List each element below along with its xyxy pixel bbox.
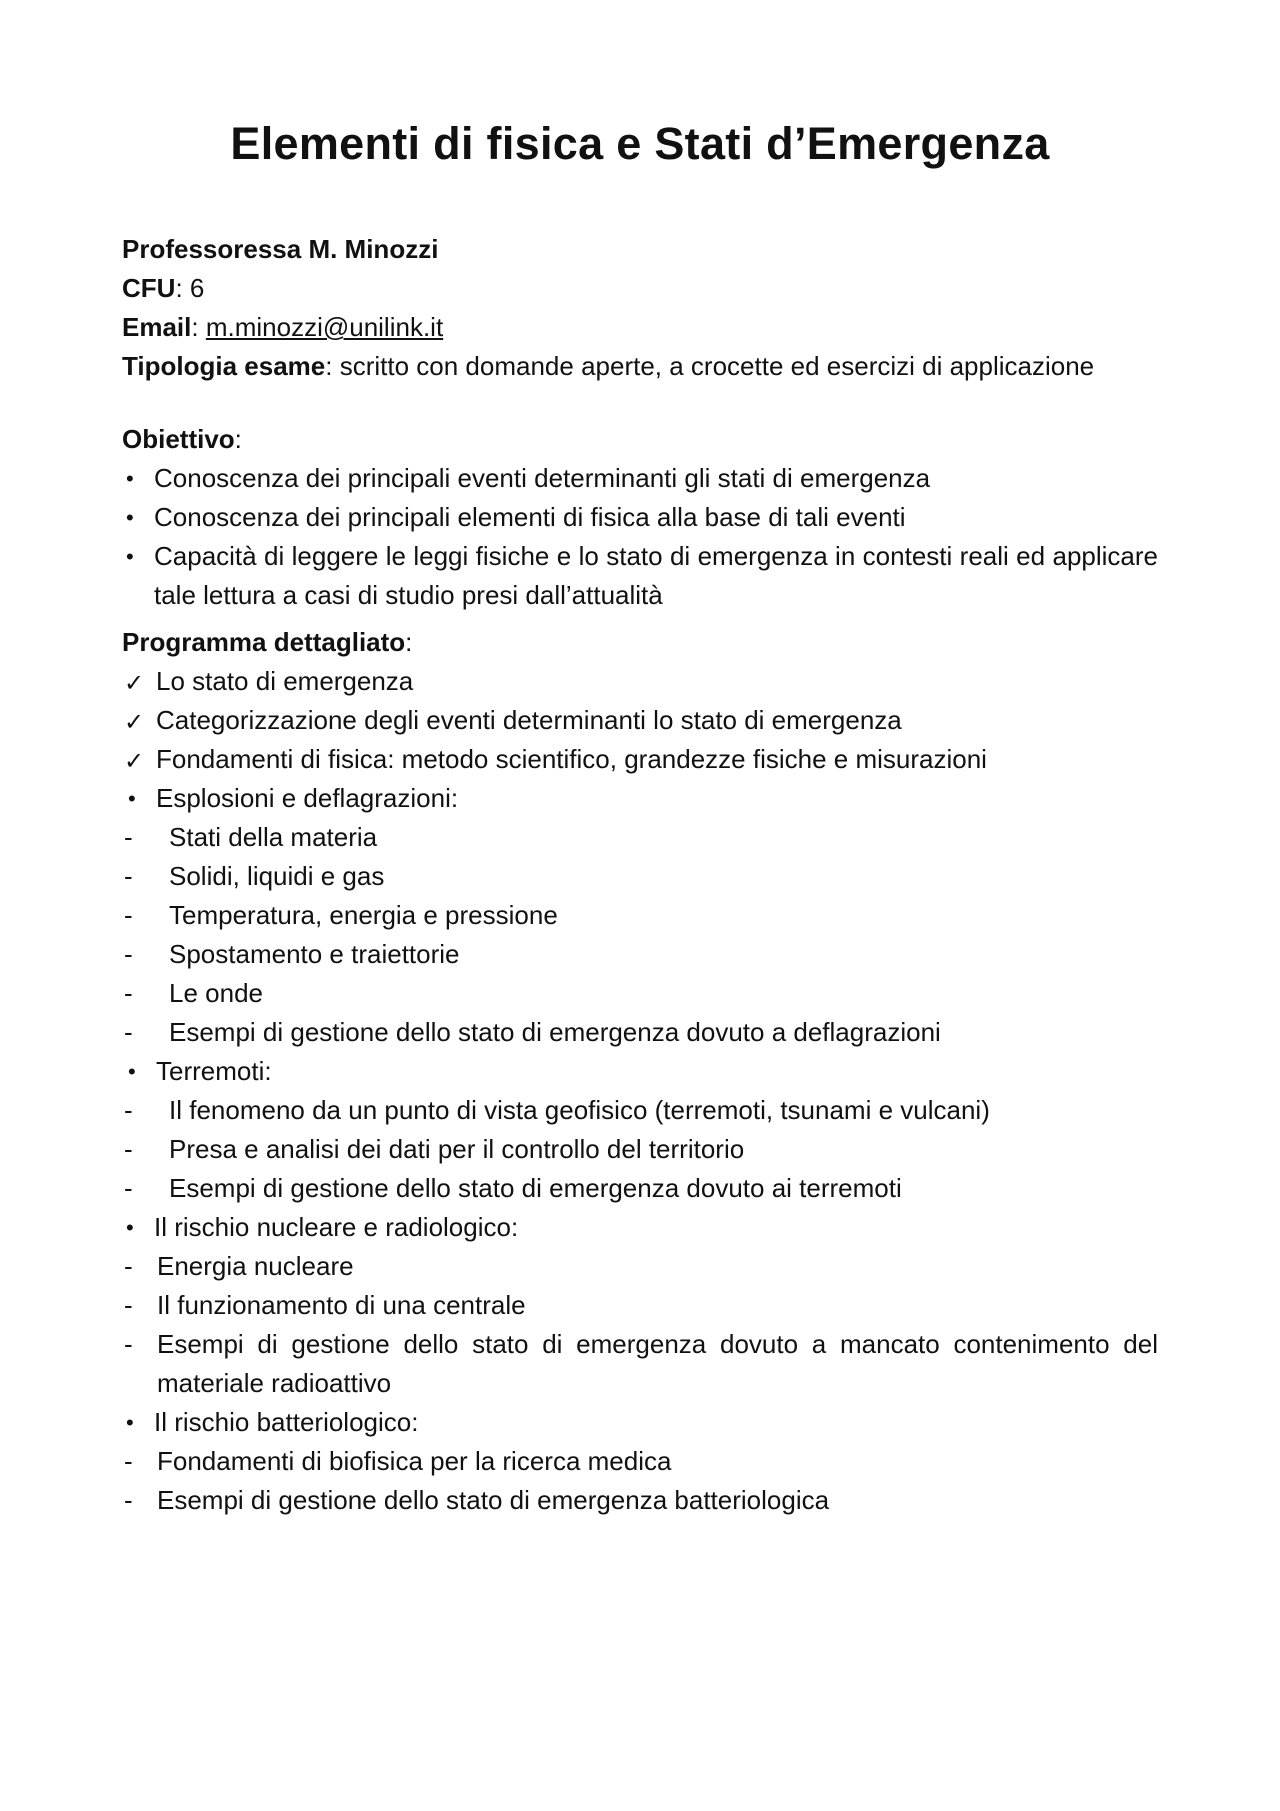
subitem-text: Esempi di gestione dello stato di emergenza dovuto a deflagrazioni xyxy=(169,1017,941,1047)
check-icon: ✓ xyxy=(124,670,145,697)
program-subitem xyxy=(122,1247,1158,1286)
email-link[interactable]: m.minozzi@unilink.it xyxy=(205,312,444,342)
program-subitem xyxy=(122,1013,1158,1052)
objective-item-text: Conoscenza dei principali eventi determinanti gli stati di emergenza xyxy=(154,463,931,493)
section-label: Il rischio batteriologico: xyxy=(154,1407,419,1437)
program-list xyxy=(122,662,1158,1520)
cfu-value: : 6 xyxy=(175,273,205,303)
subitem-text: Il fenomeno da un punto di vista geofisico (terremoti, tsunami e vulcani) xyxy=(169,1095,990,1125)
subitem-text: Energia nucleare xyxy=(157,1251,354,1281)
document-body xyxy=(122,230,1158,1520)
cfu-label: CFU xyxy=(122,273,176,303)
program-subitem xyxy=(122,974,1158,1013)
program-check-item xyxy=(122,662,1158,701)
program-subitem xyxy=(122,1130,1158,1169)
program-colon: : xyxy=(405,627,413,657)
document-title: Elementi di fisica e Stati d’Emergenza xyxy=(230,118,1050,169)
subitem-text: Le onde xyxy=(169,978,263,1008)
program-subitem xyxy=(122,1091,1158,1130)
program-heading: Programma dettagliato xyxy=(122,627,406,657)
dash-marker: - xyxy=(124,1329,133,1359)
section-label: Il rischio nucleare e radiologico: xyxy=(154,1212,519,1242)
dash-marker: - xyxy=(124,939,133,969)
email-line xyxy=(122,308,1158,347)
exam-type-line xyxy=(122,347,1158,386)
dash-marker: - xyxy=(124,1134,133,1164)
professor-name: Professoressa M. Minozzi xyxy=(122,234,439,264)
subitem-text: Solidi, liquidi e gas xyxy=(169,861,385,891)
dash-marker: - xyxy=(124,1251,133,1281)
program-subitem xyxy=(122,857,1158,896)
objective-colon: : xyxy=(234,424,242,454)
program-subitem xyxy=(122,1169,1158,1208)
program-check-text: Categorizzazione degli eventi determinanti lo stato di emergenza xyxy=(156,705,902,735)
bullet-marker: • xyxy=(128,786,136,811)
email-separator: : xyxy=(191,312,206,342)
objective-item xyxy=(122,498,1158,537)
program-subitem xyxy=(122,896,1158,935)
objective-item-text: Capacità di leggere le leggi fisiche e lo stato di emergenza in contesti reali ed applicare tale lettura a casi di studio presi dall’attualità xyxy=(154,541,1158,610)
objective-heading: Obiettivo xyxy=(122,424,235,454)
objective-list xyxy=(122,459,1158,615)
objective-item-text: Conoscenza dei principali elementi di fisica alla base di tali eventi xyxy=(154,502,906,532)
bullet-marker: • xyxy=(126,1215,134,1240)
dash-marker: - xyxy=(124,1485,133,1515)
program-subitem xyxy=(122,1481,1158,1520)
subitem-text: Esempi di gestione dello stato di emergenza batteriologica xyxy=(157,1485,830,1515)
program-subitem xyxy=(122,1325,1158,1403)
program-heading-line xyxy=(122,623,1158,662)
cfu-line xyxy=(122,269,1158,308)
dash-marker: - xyxy=(124,1290,133,1320)
program-check-item xyxy=(122,740,1158,779)
bullet-marker: • xyxy=(126,544,134,569)
program-section-bacterial xyxy=(122,1403,1158,1442)
exam-type-label: Tipologia esame xyxy=(122,351,326,381)
dash-marker: - xyxy=(124,1446,133,1476)
dash-marker: - xyxy=(124,1017,133,1047)
subitem-text: Esempi di gestione dello stato di emergenza dovuto a mancato contenimento del materiale radioattivo xyxy=(157,1329,1158,1398)
section-label: Esplosioni e deflagrazioni: xyxy=(156,783,459,813)
dash-marker: - xyxy=(124,1095,133,1125)
program-subitem xyxy=(122,818,1158,857)
email-label: Email xyxy=(122,312,192,342)
subitem-text: Temperatura, energia e pressione xyxy=(169,900,558,930)
dash-marker: - xyxy=(124,861,133,891)
subitem-text: Stati della materia xyxy=(169,822,378,852)
bullet-marker: • xyxy=(128,1059,136,1084)
check-icon: ✓ xyxy=(124,748,145,775)
subitem-text: Il funzionamento di una centrale xyxy=(157,1290,526,1320)
subitem-text: Presa e analisi dei dati per il controllo del territorio xyxy=(169,1134,745,1164)
subitem-text: Fondamenti di biofisica per la ricerca medica xyxy=(157,1446,672,1476)
program-check-text: Lo stato di emergenza xyxy=(156,666,414,696)
dash-marker: - xyxy=(124,1173,133,1203)
bullet-marker: • xyxy=(126,505,134,530)
objective-item xyxy=(122,537,1158,615)
program-check-item xyxy=(122,701,1158,740)
program-section-earthquakes xyxy=(122,1052,1158,1091)
dash-marker: - xyxy=(124,978,133,1008)
objective-heading-line xyxy=(122,420,1158,459)
objective-item xyxy=(122,459,1158,498)
program-check-text: Fondamenti di fisica: metodo scientifico, grandezze fisiche e misurazioni xyxy=(156,744,987,774)
program-subitem xyxy=(122,1286,1158,1325)
program-subitem xyxy=(122,1442,1158,1481)
section-label: Terremoti: xyxy=(156,1056,272,1086)
exam-type-value: : scritto con domande aperte, a crocette ed esercizi di applicazione xyxy=(325,351,1095,381)
dash-marker: - xyxy=(124,822,133,852)
program-section-nuclear xyxy=(122,1208,1158,1247)
bullet-marker: • xyxy=(126,1410,134,1435)
subitem-text: Esempi di gestione dello stato di emergenza dovuto ai terremoti xyxy=(169,1173,902,1203)
dash-marker: - xyxy=(124,900,133,930)
subitem-text: Spostamento e traiettorie xyxy=(169,939,460,969)
program-subitem xyxy=(122,935,1158,974)
check-icon: ✓ xyxy=(124,709,145,736)
bullet-marker: • xyxy=(126,466,134,491)
program-section-explosions xyxy=(122,779,1158,818)
